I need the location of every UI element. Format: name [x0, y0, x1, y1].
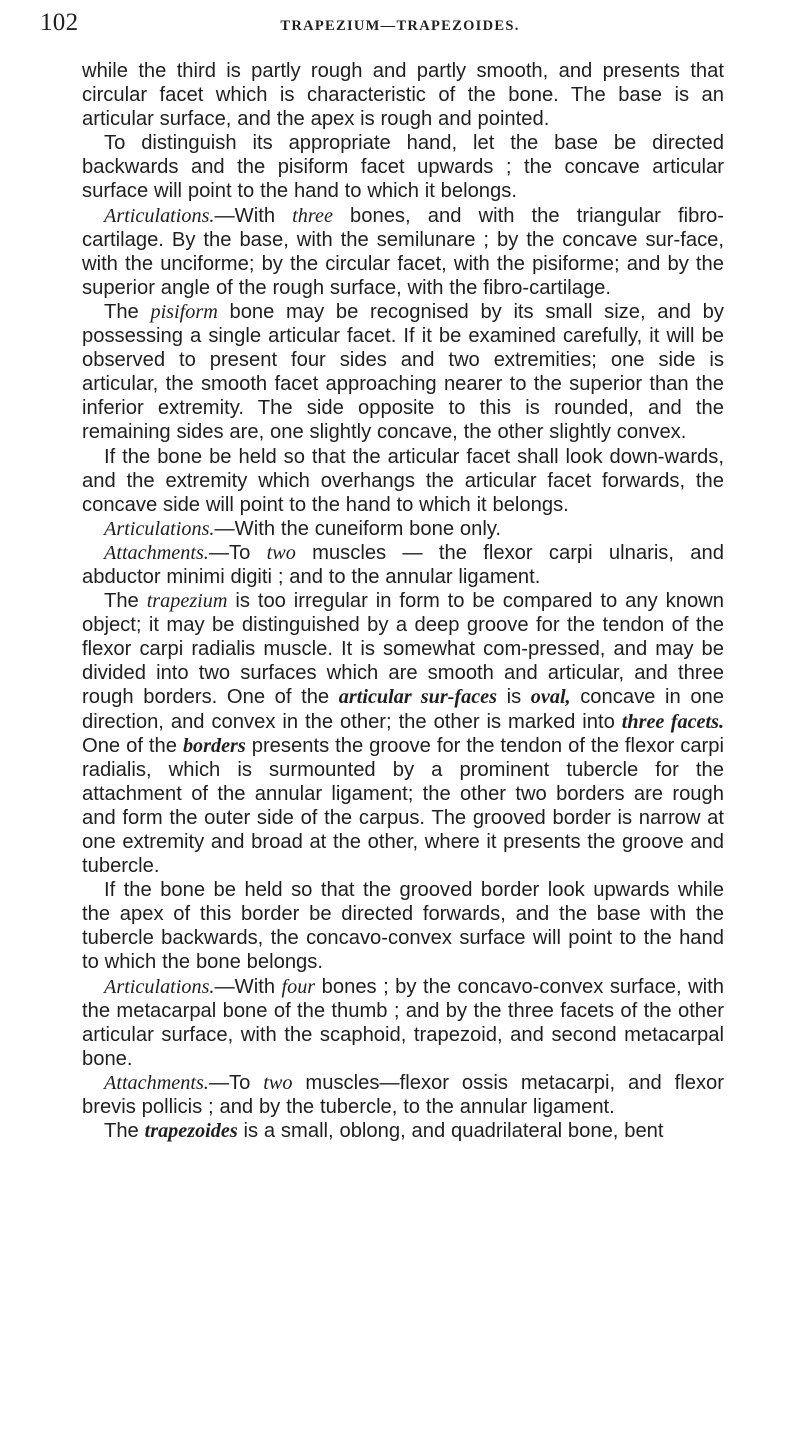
section-heading-attachments: Attachments.	[104, 1071, 209, 1094]
paragraph-text: —To	[208, 541, 267, 564]
paragraph	[82, 878, 724, 974]
paragraph	[82, 445, 724, 517]
bone-name: trapezium	[146, 590, 228, 613]
paragraph-text: bones, and with the triangular fibro-cartilage. By the base, with the semilunare ; by the concave sur-face, with the unciforme; by the circular facet, with the pisiforme; and by the superior angle of the rough surface, with the fibro-cartilage.	[82, 204, 725, 299]
bone-name: trapezoides	[144, 1120, 238, 1143]
paragraph-text: bones ; by the concavo-convex surface, with the metacarpal bone of the thumb ; and by the three facets of the other articular surface, with the scaphoid, trapezoid, and second metacarpal bone.	[82, 975, 724, 1070]
paragraph-text: To distinguish its appropriate hand, let the base be directed backwards and the pisiform facet upwards ; the concave articular surface will point to the hand to which it belongs.	[82, 132, 724, 203]
section-heading-articulations: Articulations.	[104, 204, 215, 227]
paragraph-text: —To	[208, 1071, 264, 1094]
paragraph	[82, 1119, 724, 1143]
paragraph-text: while the third is partly rough and partly smooth, and presents that circular facet which is characteristic of the bone. The base is an articular surface, and the apex is rough and pointed.	[82, 60, 724, 131]
paragraph	[82, 589, 724, 878]
section-heading-articulations: Articulations.	[104, 975, 215, 998]
paragraph	[82, 300, 724, 445]
emphasis-text: three	[292, 204, 333, 227]
paragraph-text: concave in one direction, and convex in the other; the other is marked into	[82, 686, 725, 733]
paragraph-text: —With the cuneiform bone only.	[214, 517, 502, 540]
paragraph-text: If the bone be held so that the grooved border look upwards while the apex of this border be directed forwards, and the base with the tubercle backwards, the concavo-convex surface will point to the hand to which the bone belongs.	[82, 879, 724, 974]
paragraph-text: presents the groove for the tendon of the flexor carpi radialis, which is surmounted by a prominent tubercle for the attachment of the annular ligament; the other two borders are rough and form the outer side of the carpus. The grooved border is narrow at one extremity and broad at the other, where it presents the groove and tubercle.	[82, 734, 724, 878]
paragraph	[82, 1071, 724, 1119]
paragraph-text: If the bone be held so that the articular facet shall look down-wards, and the extremity which overhangs the articular facet forwards, the concave side will point to the hand to which it belongs.	[82, 445, 724, 516]
paragraph-text: is	[497, 686, 531, 709]
paragraph	[82, 204, 724, 300]
emphasis-text: three facets.	[621, 710, 724, 733]
body-text	[82, 59, 724, 1143]
bone-name: pisiform	[150, 300, 218, 323]
paragraph-text: One of the	[82, 734, 183, 757]
paragraph-text: muscles—flexor ossis metacarpi, and flexor brevis pollicis ; and by the tubercle, to the annular ligament.	[82, 1071, 724, 1119]
page-number: 102	[40, 9, 79, 36]
paragraph	[82, 59, 724, 131]
paragraph-text: —With	[214, 975, 282, 998]
emphasis-text: four	[281, 975, 316, 998]
paragraph-text: The	[104, 590, 147, 613]
emphasis-text: borders	[182, 734, 246, 757]
paragraph-text: The	[104, 300, 151, 323]
paragraph-text: bone may be recognised by its small size, and by possessing a single articular facet. If it be examined carefully, it will be observed to present four sides and two extremities; one side is articular, the smooth facet approaching nearer to the superior than the inferior extremity. The side opposite to this is rounded, and the remaining sides are, one slightly concave, the other slightly convex.	[82, 300, 724, 444]
emphasis-text: oval,	[530, 686, 571, 709]
paragraph	[82, 975, 724, 1071]
running-head: TRAPEZIUM—TRAPEZOIDES.	[280, 18, 520, 34]
emphasis-text: two	[263, 1071, 293, 1094]
section-heading-articulations: Articulations.	[104, 517, 215, 540]
paragraph	[82, 541, 724, 589]
paragraph-text: is too irregular in form to be compared to any known object; it may be distinguished by a deep groove for the tendon of the flexor carpi radialis muscle. It is somewhat com-pressed, and may be divided into two surfaces which are smooth and articular, and three rough borders. One of the	[82, 590, 724, 709]
paragraph-text: is a small, oblong, and quadrilateral bone, bent	[237, 1120, 664, 1143]
paragraph-text: muscles — the flexor carpi ulnaris, and abductor minimi digiti ; and to the annular ligament.	[82, 541, 724, 588]
emphasis-text: two	[266, 541, 296, 564]
paragraph	[82, 131, 724, 203]
emphasis-text: articular sur-faces	[338, 686, 497, 709]
paragraph-text: —With	[214, 204, 293, 227]
paragraph-text: The	[104, 1120, 145, 1143]
paragraph	[82, 517, 724, 541]
section-heading-attachments: Attachments.	[104, 541, 209, 564]
page-header	[40, 6, 760, 46]
